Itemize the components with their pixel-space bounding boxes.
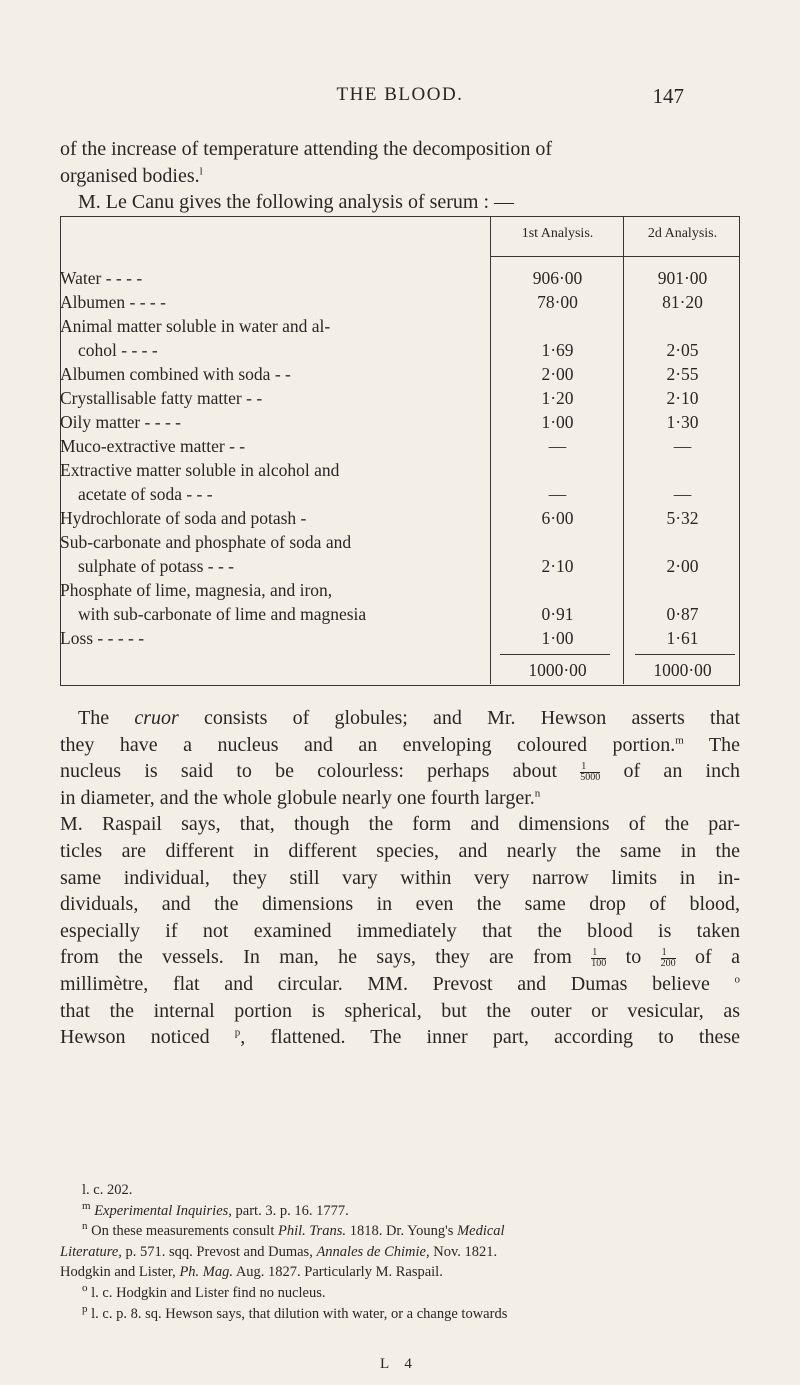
footnote-m: $^m$ Experimental Inquiries, part. 3. p. 16. 1777. <box>82 1199 349 1219</box>
column-header-1st-analysis: 1st Analysis. <box>521 226 594 241</box>
footnote-n: $^n$ On these measurements consult Phil. Trans. 1818. Dr. Young's Medical <box>82 1220 505 1240</box>
row-label: Phosphate of lime, magnesia, and iron, <box>60 580 333 600</box>
body-line-2: they have a nucleus and an enveloping coloured portion.$^m$ The <box>60 733 740 756</box>
footnote-l: l. c. 202. <box>82 1182 133 1198</box>
page-header <box>0 84 800 114</box>
body-line-3: nucleus is said to be colourless: perhaps about $\frac{1}{5000}$ of an inch <box>60 760 740 784</box>
value-2d-analysis: 2·00 <box>666 556 699 576</box>
value-2d-analysis: 2·10 <box>666 388 699 408</box>
table-row <box>60 268 740 292</box>
value-2d-analysis: — <box>673 436 692 456</box>
table-row <box>60 508 740 532</box>
table-row <box>60 364 740 388</box>
body-line-7: same individual, they still vary within very narrow limits in in- <box>60 866 740 889</box>
footnote-ref-n: n <box>534 787 541 800</box>
body-line-4: in diameter, and the whole globule nearly one fourth larger.$^n$ <box>60 786 541 809</box>
footnote-ref-m: m <box>675 733 684 746</box>
intro-line-1: of the increase of temperature attending the decomposition of <box>60 138 553 160</box>
value-1st-analysis: 1·69 <box>541 340 574 360</box>
intro-paragraph <box>60 136 740 216</box>
table-totals-row <box>60 660 740 684</box>
fraction-1-100: $\frac{1}{100}$ <box>591 947 607 970</box>
row-label: with sub-carbonate of lime and magnesia <box>78 604 367 624</box>
total-2d-analysis: 1000·00 <box>653 660 712 680</box>
table-row <box>60 604 740 628</box>
value-2d-analysis: 2·55 <box>666 364 699 384</box>
value-2d-analysis: — <box>673 484 692 504</box>
row-label: Sub-carbonate and phosphate of soda and <box>60 532 352 552</box>
value-2d-analysis: 0·87 <box>666 604 699 624</box>
total-1st-analysis: 1000·00 <box>528 660 587 680</box>
intro-line-2: organised bodies.$^l$ <box>60 164 203 187</box>
row-label: Oily matter - - - - <box>60 412 181 432</box>
value-1st-analysis: 906·00 <box>532 268 583 288</box>
footnote-o: $^o$ l. c. Hodgkin and Lister find no nucleus. <box>82 1282 326 1301</box>
value-1st-analysis: 6·00 <box>541 508 574 528</box>
footnotes <box>60 1180 740 1324</box>
footnote-ref-l: l <box>199 164 203 177</box>
row-label: Hydrochlorate of soda and potash - <box>60 508 307 528</box>
row-label: Albumen combined with soda - - <box>60 364 291 384</box>
row-label: cohol - - - - <box>78 340 158 360</box>
row-label: Animal matter soluble in water and al- <box>60 316 331 336</box>
running-title: THE BLOOD. <box>336 84 464 105</box>
body-line-9: especially if not examined immediately that the blood is taken <box>60 919 740 942</box>
value-2d-analysis: 81·20 <box>662 292 703 312</box>
row-label: Water - - - - <box>60 268 143 288</box>
body-line-10: from the vessels. In man, he says, they are from $\frac{1}{100}$ to $\frac{1}{200}$ of a <box>60 946 741 970</box>
footnote-ref-o: o <box>734 973 740 986</box>
table-row <box>60 580 740 604</box>
value-2d-analysis: 2·05 <box>666 340 699 360</box>
value-1st-analysis: 2·10 <box>541 556 574 576</box>
fraction-1-5000: $\frac{1}{5000}$ <box>580 761 601 784</box>
table-row <box>60 484 740 508</box>
value-2d-analysis: 1·61 <box>666 628 699 648</box>
footnote-n-cont-2: Hodgkin and Lister, Ph. Mag. Aug. 1827. Particularly M. Raspail. <box>60 1264 443 1281</box>
table-row <box>60 388 740 412</box>
table-row <box>60 412 740 436</box>
footnote-n-cont-1: Literature, p. 571. sqq. Prevost and Dumas, Annales de Chimie, Nov. 1821. <box>60 1243 498 1260</box>
body-line-5: M. Raspail says, that, though the form and dimensions of the par- <box>60 813 740 836</box>
value-1st-analysis: 1·20 <box>541 388 574 408</box>
footnote-ref-p: p <box>234 1026 241 1039</box>
fraction-1-200: $\frac{1}{200}$ <box>660 947 676 970</box>
body-line-11: millimètre, flat and circular. MM. Prevost and Dumas believe $^o$ <box>60 972 740 995</box>
value-1st-analysis: 2·00 <box>541 364 574 384</box>
value-1st-analysis: — <box>548 436 567 456</box>
value-2d-analysis: 1·30 <box>666 412 699 432</box>
table-row <box>60 340 740 364</box>
sum-rule-2 <box>635 654 735 655</box>
row-label: Muco-extractive matter - - <box>60 436 246 456</box>
table-row <box>60 316 740 340</box>
body-line-1: The cruor consists of globules; and Mr. Hewson asserts that <box>78 707 741 729</box>
row-label: sulphate of potass - - - <box>78 556 235 576</box>
value-2d-analysis: 901·00 <box>657 268 708 288</box>
body-line-13: Hewson noticed $^p$, flattened. The inner part, according to these <box>60 1026 740 1049</box>
value-1st-analysis: 78·00 <box>537 292 578 312</box>
row-label: Loss - - - - - <box>60 628 145 648</box>
body-line-6: ticles are different in different species, and nearly the same in the <box>60 839 740 862</box>
body-paragraph <box>60 705 740 1051</box>
value-1st-analysis: 0·91 <box>541 604 574 624</box>
table-row <box>60 292 740 316</box>
column-header-2d-analysis: 2d Analysis. <box>647 226 718 241</box>
table-row <box>60 628 740 652</box>
table-row <box>60 436 740 460</box>
table-row <box>60 532 740 556</box>
footnote-p: $^p$ l. c. p. 8. sq. Hewson says, that dilution with water, or a change towards <box>82 1302 508 1322</box>
signature-mark: L 4 <box>380 1356 418 1372</box>
sum-rule-1 <box>500 654 610 655</box>
value-2d-analysis: 5·32 <box>666 508 699 528</box>
value-1st-analysis: 1·00 <box>541 628 574 648</box>
table-row <box>60 460 740 484</box>
row-label: acetate of soda - - - <box>78 484 213 504</box>
row-label: Albumen - - - - <box>60 292 166 312</box>
value-1st-analysis: 1·00 <box>541 412 574 432</box>
value-1st-analysis: — <box>548 484 567 504</box>
row-label: Extractive matter soluble in alcohol and <box>60 460 340 480</box>
page-number: 147 <box>652 84 684 108</box>
table-row <box>60 556 740 580</box>
intro-line-3: M. Le Canu gives the following analysis of serum : — <box>78 191 515 213</box>
serum-analysis-table <box>60 216 740 686</box>
body-line-8: dividuals, and the dimensions in even the same drop of blood, <box>60 893 740 916</box>
body-line-12: that the internal portion is spherical, but the outer or vesicular, as <box>60 999 740 1022</box>
header-rule <box>490 256 740 257</box>
row-label: Crystallisable fatty matter - - <box>60 388 263 408</box>
